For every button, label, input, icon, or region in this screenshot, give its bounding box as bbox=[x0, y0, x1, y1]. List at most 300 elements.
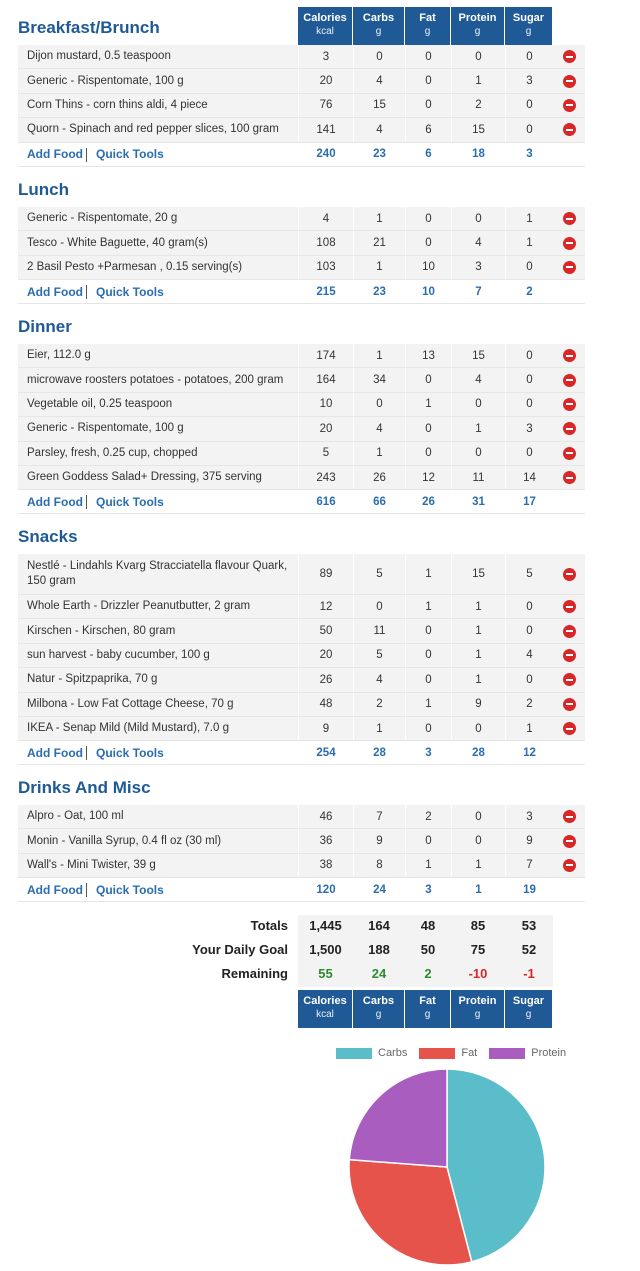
meal-total-calories: 616 bbox=[298, 490, 353, 513]
delete-button[interactable] bbox=[553, 69, 585, 92]
remove-icon bbox=[563, 835, 576, 848]
food-fat: 0 bbox=[405, 644, 451, 667]
quick-tools-link[interactable]: Quick Tools bbox=[96, 494, 164, 509]
quick-tools-link[interactable]: Quick Tools bbox=[96, 882, 164, 897]
food-protein: 0 bbox=[451, 207, 505, 230]
food-carbs: 4 bbox=[353, 417, 405, 440]
food-protein: 1 bbox=[451, 854, 505, 877]
add-food-link[interactable]: Add Food bbox=[27, 147, 83, 162]
meal-total-protein: 28 bbox=[451, 741, 505, 764]
food-calories: 10 bbox=[298, 393, 353, 416]
pie-slice-fat bbox=[349, 1160, 472, 1265]
summary-label-goal: Your Daily Goal bbox=[192, 942, 288, 957]
food-fat: 1 bbox=[405, 554, 451, 594]
delete-button[interactable] bbox=[553, 466, 585, 489]
food-row[interactable] bbox=[18, 231, 585, 255]
food-calories: 89 bbox=[298, 554, 353, 594]
legend-label-fat: Fat bbox=[461, 1047, 478, 1059]
food-protein: 15 bbox=[451, 344, 505, 367]
add-food-link[interactable]: Add Food bbox=[27, 494, 83, 509]
meal-title: Drinks And Misc bbox=[18, 778, 151, 797]
col-unit: g bbox=[525, 26, 532, 37]
food-calories: 9 bbox=[298, 717, 353, 740]
food-row[interactable] bbox=[18, 256, 585, 280]
food-fat: 1 bbox=[405, 854, 451, 877]
food-name[interactable]: Quorn - Spinach and red pepper slices, 100 gram bbox=[27, 123, 279, 136]
meal-total-sugar: 17 bbox=[505, 490, 553, 513]
delete-button[interactable] bbox=[553, 442, 585, 465]
food-fat: 1 bbox=[405, 595, 451, 618]
food-row[interactable] bbox=[18, 207, 585, 231]
col-unit: g bbox=[375, 26, 382, 37]
food-carbs: 1 bbox=[353, 207, 405, 230]
remove-icon bbox=[563, 398, 576, 411]
col-name: Calories bbox=[303, 995, 347, 1007]
delete-button[interactable] bbox=[553, 231, 585, 254]
col-name: Calories bbox=[303, 12, 347, 24]
quick-tools-link[interactable]: Quick Tools bbox=[96, 147, 164, 162]
food-calories: 36 bbox=[298, 829, 353, 852]
food-name[interactable]: Generic - Rispentomate, 20 g bbox=[27, 212, 178, 225]
remove-icon bbox=[563, 261, 576, 274]
meal-totals-row bbox=[18, 143, 585, 167]
food-calories: 103 bbox=[298, 256, 353, 279]
food-row[interactable] bbox=[18, 45, 585, 69]
col-name: Sugar bbox=[512, 995, 545, 1007]
food-row[interactable] bbox=[18, 619, 585, 643]
meal-total-carbs: 28 bbox=[353, 741, 405, 764]
food-protein: 0 bbox=[451, 45, 505, 68]
quick-tools-link[interactable]: Quick Tools bbox=[96, 284, 164, 299]
remove-icon bbox=[563, 123, 576, 136]
food-calories: 76 bbox=[298, 94, 353, 117]
summary-goal-carbs: 188 bbox=[368, 942, 390, 957]
food-sugar: 7 bbox=[505, 854, 553, 877]
food-calories: 3 bbox=[298, 45, 353, 68]
food-row[interactable] bbox=[18, 466, 585, 490]
food-fat: 0 bbox=[405, 417, 451, 440]
col-name: Carbs bbox=[362, 12, 395, 24]
food-carbs: 34 bbox=[353, 368, 405, 391]
remove-icon bbox=[563, 649, 576, 662]
link-separator bbox=[86, 285, 87, 299]
delete-button[interactable] bbox=[553, 368, 585, 391]
food-protein: 3 bbox=[451, 256, 505, 279]
pie-legend bbox=[336, 1047, 578, 1059]
col-unit: kcal bbox=[316, 1009, 334, 1020]
meal-total-carbs: 23 bbox=[353, 143, 405, 166]
meal-totals-row bbox=[18, 741, 585, 765]
food-calories: 243 bbox=[298, 466, 353, 489]
food-sugar: 1 bbox=[505, 207, 553, 230]
food-name[interactable]: microwave roosters potatoes - potatoes, 200 gram bbox=[27, 373, 284, 386]
meal-total-sugar: 19 bbox=[505, 878, 553, 901]
col-unit: g bbox=[424, 1009, 431, 1020]
food-sugar: 0 bbox=[505, 94, 553, 117]
food-row[interactable] bbox=[18, 554, 585, 595]
food-sugar: 0 bbox=[505, 368, 553, 391]
food-sugar: 0 bbox=[505, 256, 553, 279]
remove-icon bbox=[563, 625, 576, 638]
remove-icon bbox=[563, 568, 576, 581]
link-separator bbox=[86, 495, 87, 509]
food-sugar: 0 bbox=[505, 393, 553, 416]
pie-slice-carbs bbox=[447, 1069, 545, 1262]
food-name[interactable]: Alpro - Oat, 100 ml bbox=[27, 810, 124, 823]
food-fat: 6 bbox=[405, 118, 451, 141]
col-name: Protein bbox=[458, 995, 497, 1007]
delete-button[interactable] bbox=[553, 668, 585, 691]
food-protein: 0 bbox=[451, 805, 505, 828]
food-carbs: 0 bbox=[353, 595, 405, 618]
remove-icon bbox=[563, 422, 576, 435]
delete-button[interactable] bbox=[553, 805, 585, 828]
food-name[interactable]: Natur - Spitzpaprika, 70 g bbox=[27, 673, 158, 686]
food-sugar: 0 bbox=[505, 118, 553, 141]
meal-total-sugar: 12 bbox=[505, 741, 553, 764]
meal-total-fat: 10 bbox=[405, 280, 451, 303]
delete-button[interactable] bbox=[553, 344, 585, 367]
col-unit: g bbox=[474, 26, 481, 37]
remove-icon bbox=[563, 50, 576, 63]
food-calories: 12 bbox=[298, 595, 353, 618]
meal-total-carbs: 24 bbox=[353, 878, 405, 901]
summary-totals-carbs: 164 bbox=[368, 918, 390, 933]
food-fat: 0 bbox=[405, 619, 451, 642]
food-name[interactable]: Tesco - White Baguette, 40 gram(s) bbox=[27, 236, 208, 249]
food-protein: 1 bbox=[451, 69, 505, 92]
food-sugar: 3 bbox=[505, 805, 553, 828]
link-separator bbox=[86, 148, 87, 162]
food-fat: 0 bbox=[405, 442, 451, 465]
remove-icon bbox=[563, 349, 576, 362]
link-separator bbox=[86, 883, 87, 897]
food-row[interactable] bbox=[18, 442, 585, 466]
delete-button[interactable] bbox=[553, 644, 585, 667]
food-fat: 0 bbox=[405, 69, 451, 92]
food-protein: 11 bbox=[451, 466, 505, 489]
food-fat: 0 bbox=[405, 231, 451, 254]
food-row[interactable] bbox=[18, 368, 585, 392]
food-name[interactable]: Corn Thins - corn thins aldi, 4 piece bbox=[27, 98, 208, 111]
legend-label-carbs: Carbs bbox=[378, 1047, 408, 1059]
remove-icon bbox=[563, 212, 576, 225]
meal-total-fat: 3 bbox=[405, 741, 451, 764]
food-name[interactable]: Kirschen - Kirschen, 80 gram bbox=[27, 624, 176, 637]
summary-goal-calories: 1,500 bbox=[309, 942, 342, 957]
food-fat: 1 bbox=[405, 393, 451, 416]
summary-totals-fat: 48 bbox=[420, 918, 436, 933]
food-fat: 0 bbox=[405, 207, 451, 230]
remove-icon bbox=[563, 374, 576, 387]
delete-button[interactable] bbox=[553, 619, 585, 642]
summary-totals-protein: 85 bbox=[470, 918, 486, 933]
col-unit: g bbox=[474, 1009, 481, 1020]
summary-remaining-protein: -10 bbox=[468, 966, 488, 981]
delete-button[interactable] bbox=[553, 118, 585, 141]
pie-slice-protein bbox=[349, 1069, 447, 1167]
delete-button[interactable] bbox=[553, 417, 585, 440]
delete-button[interactable] bbox=[553, 45, 585, 68]
summary-label-totals: Totals bbox=[250, 918, 288, 933]
food-calories: 46 bbox=[298, 805, 353, 828]
link-separator bbox=[86, 746, 87, 760]
food-row[interactable] bbox=[18, 805, 585, 829]
food-name[interactable]: Green Goddess Salad+ Dressing, 375 serving bbox=[27, 471, 262, 484]
food-sugar: 14 bbox=[505, 466, 553, 489]
food-name[interactable]: Eier, 112.0 g bbox=[27, 349, 91, 362]
remove-icon bbox=[563, 447, 576, 460]
food-sugar: 1 bbox=[505, 231, 553, 254]
food-name[interactable]: Vegetable oil, 0.25 teaspoon bbox=[27, 397, 173, 410]
food-carbs: 21 bbox=[353, 231, 405, 254]
meal-total-protein: 31 bbox=[451, 490, 505, 513]
food-fat: 1 bbox=[405, 693, 451, 716]
meal-totals-row bbox=[18, 490, 585, 514]
delete-button[interactable] bbox=[553, 393, 585, 416]
col-name: Protein bbox=[458, 12, 497, 24]
meal-title: Dinner bbox=[18, 317, 72, 336]
food-name[interactable]: Monin - Vanilla Syrup, 0.4 fl oz (30 ml) bbox=[27, 834, 222, 847]
meal-title: Snacks bbox=[18, 527, 78, 546]
food-carbs: 1 bbox=[353, 256, 405, 279]
food-fat: 0 bbox=[405, 717, 451, 740]
food-carbs: 0 bbox=[353, 45, 405, 68]
food-fat: 0 bbox=[405, 45, 451, 68]
food-calories: 174 bbox=[298, 344, 353, 367]
food-calories: 50 bbox=[298, 619, 353, 642]
food-row[interactable] bbox=[18, 668, 585, 692]
footer-col-calories bbox=[298, 990, 352, 1028]
summary-remaining-sugar: -1 bbox=[523, 966, 535, 981]
food-name[interactable]: Generic - Rispentomate, 100 g bbox=[27, 422, 184, 435]
food-calories: 20 bbox=[298, 69, 353, 92]
summary-remaining-calories: 55 bbox=[318, 966, 333, 981]
meal-totals-row bbox=[18, 280, 585, 304]
food-protein: 0 bbox=[451, 393, 505, 416]
food-carbs: 15 bbox=[353, 94, 405, 117]
add-food-link[interactable]: Add Food bbox=[27, 882, 83, 897]
delete-button[interactable] bbox=[553, 854, 585, 877]
food-carbs: 2 bbox=[353, 693, 405, 716]
food-name[interactable]: Nestlé - Lindahls Kvarg Stracciatella flavour Quark, 150 gram bbox=[27, 560, 288, 587]
header-col-calories bbox=[298, 7, 352, 45]
food-sugar: 3 bbox=[505, 69, 553, 92]
food-protein: 0 bbox=[451, 717, 505, 740]
col-unit: g bbox=[525, 1009, 532, 1020]
food-fat: 12 bbox=[405, 466, 451, 489]
food-carbs: 1 bbox=[353, 442, 405, 465]
meal-total-sugar: 2 bbox=[505, 280, 553, 303]
legend-item-protein bbox=[489, 1047, 566, 1059]
food-protein: 15 bbox=[451, 118, 505, 141]
food-calories: 20 bbox=[298, 644, 353, 667]
remove-icon bbox=[563, 698, 576, 711]
meal-total-carbs: 66 bbox=[353, 490, 405, 513]
food-row[interactable] bbox=[18, 595, 585, 619]
food-name[interactable]: 2 Basil Pesto +Parmesan , 0.15 serving(s) bbox=[27, 260, 243, 273]
food-row[interactable] bbox=[18, 854, 585, 878]
meal-total-fat: 3 bbox=[405, 878, 451, 901]
food-row[interactable] bbox=[18, 344, 585, 368]
food-carbs: 8 bbox=[353, 854, 405, 877]
summary-totals-calories: 1,445 bbox=[309, 918, 342, 933]
food-carbs: 5 bbox=[353, 554, 405, 594]
legend-swatch-protein bbox=[489, 1048, 525, 1059]
food-calories: 164 bbox=[298, 368, 353, 391]
food-calories: 4 bbox=[298, 207, 353, 230]
food-name[interactable]: Dijon mustard, 0.5 teaspoon bbox=[27, 50, 171, 63]
remove-icon bbox=[563, 859, 576, 872]
food-protein: 1 bbox=[451, 417, 505, 440]
delete-button[interactable] bbox=[553, 94, 585, 117]
food-row[interactable] bbox=[18, 693, 585, 717]
food-calories: 141 bbox=[298, 118, 353, 141]
food-row[interactable] bbox=[18, 69, 585, 93]
meal-total-calories: 120 bbox=[298, 878, 353, 901]
food-fat: 0 bbox=[405, 94, 451, 117]
food-calories: 38 bbox=[298, 854, 353, 877]
meal-total-calories: 215 bbox=[298, 280, 353, 303]
summary-remaining-carbs: 24 bbox=[371, 966, 387, 981]
header-col-sugar bbox=[505, 7, 552, 45]
food-calories: 48 bbox=[298, 693, 353, 716]
food-carbs: 5 bbox=[353, 644, 405, 667]
remove-icon bbox=[563, 600, 576, 613]
legend-swatch-fat bbox=[419, 1048, 455, 1059]
col-name: Carbs bbox=[362, 995, 395, 1007]
meal-total-protein: 18 bbox=[451, 143, 505, 166]
summary-goal-sugar: 52 bbox=[521, 942, 537, 957]
summary-goal-fat: 50 bbox=[420, 942, 436, 957]
food-row[interactable] bbox=[18, 417, 585, 441]
delete-button[interactable] bbox=[553, 595, 585, 618]
food-carbs: 26 bbox=[353, 466, 405, 489]
remove-icon bbox=[563, 722, 576, 735]
food-carbs: 0 bbox=[353, 393, 405, 416]
food-name[interactable]: Wall's - Mini Twister, 39 g bbox=[27, 858, 156, 871]
food-sugar: 0 bbox=[505, 442, 553, 465]
food-sugar: 0 bbox=[505, 619, 553, 642]
food-sugar: 2 bbox=[505, 693, 553, 716]
food-protein: 1 bbox=[451, 619, 505, 642]
delete-button[interactable] bbox=[553, 207, 585, 230]
quick-tools-link[interactable]: Quick Tools bbox=[96, 745, 164, 760]
col-unit: g bbox=[375, 1009, 382, 1020]
food-fat: 2 bbox=[405, 805, 451, 828]
meal-title: Breakfast/Brunch bbox=[18, 18, 160, 37]
header-col-fat bbox=[405, 7, 450, 45]
header-col-carbs bbox=[353, 7, 404, 45]
food-name[interactable]: Parsley, fresh, 0.25 cup, chopped bbox=[27, 446, 198, 459]
food-fat: 0 bbox=[405, 829, 451, 852]
meal-total-carbs: 23 bbox=[353, 280, 405, 303]
food-protein: 2 bbox=[451, 94, 505, 117]
add-food-link[interactable]: Add Food bbox=[27, 284, 83, 299]
food-protein: 0 bbox=[451, 442, 505, 465]
food-carbs: 4 bbox=[353, 69, 405, 92]
col-name: Fat bbox=[419, 12, 436, 24]
food-sugar: 9 bbox=[505, 829, 553, 852]
food-fat: 0 bbox=[405, 368, 451, 391]
food-row[interactable] bbox=[18, 94, 585, 118]
delete-button[interactable] bbox=[553, 717, 585, 740]
summary-totals-sugar: 53 bbox=[521, 918, 537, 933]
remove-icon bbox=[563, 471, 576, 484]
delete-button[interactable] bbox=[553, 554, 585, 594]
food-carbs: 9 bbox=[353, 829, 405, 852]
remove-icon bbox=[563, 810, 576, 823]
food-name[interactable]: Milbona - Low Fat Cottage Cheese, 70 g bbox=[27, 697, 234, 710]
header-col-protein bbox=[451, 7, 504, 45]
food-row[interactable] bbox=[18, 829, 585, 853]
food-sugar: 5 bbox=[505, 554, 553, 594]
food-sugar: 3 bbox=[505, 417, 553, 440]
food-protein: 15 bbox=[451, 554, 505, 594]
summary-label-remaining: Remaining bbox=[221, 966, 288, 981]
food-sugar: 0 bbox=[505, 668, 553, 691]
summary-goal-protein: 75 bbox=[470, 942, 486, 957]
food-protein: 4 bbox=[451, 231, 505, 254]
food-protein: 4 bbox=[451, 368, 505, 391]
food-fat: 10 bbox=[405, 256, 451, 279]
col-name: Sugar bbox=[512, 12, 545, 24]
food-row[interactable] bbox=[18, 717, 585, 741]
food-row[interactable] bbox=[18, 393, 585, 417]
food-carbs: 1 bbox=[353, 344, 405, 367]
footer-col-protein bbox=[451, 990, 504, 1028]
food-carbs: 7 bbox=[353, 805, 405, 828]
food-row[interactable] bbox=[18, 644, 585, 668]
food-carbs: 1 bbox=[353, 717, 405, 740]
meal-title: Lunch bbox=[18, 180, 69, 199]
food-calories: 108 bbox=[298, 231, 353, 254]
food-name[interactable]: Whole Earth - Drizzler Peanutbutter, 2 gram bbox=[27, 600, 251, 613]
footer-col-carbs bbox=[353, 990, 404, 1028]
food-calories: 20 bbox=[298, 417, 353, 440]
legend-label-protein: Protein bbox=[531, 1047, 567, 1059]
footer-col-fat bbox=[405, 990, 450, 1028]
legend-swatch-carbs bbox=[336, 1048, 372, 1059]
food-carbs: 4 bbox=[353, 668, 405, 691]
legend-item-fat bbox=[419, 1047, 477, 1059]
food-sugar: 0 bbox=[505, 595, 553, 618]
food-name[interactable]: IKEA - Senap Mild (Mild Mustard), 7.0 g bbox=[27, 722, 229, 735]
food-sugar: 0 bbox=[505, 344, 553, 367]
remove-icon bbox=[563, 75, 576, 88]
food-name[interactable]: sun harvest - baby cucumber, 100 g bbox=[27, 648, 210, 661]
add-food-link[interactable]: Add Food bbox=[27, 745, 83, 760]
delete-button[interactable] bbox=[553, 829, 585, 852]
food-protein: 1 bbox=[451, 644, 505, 667]
food-protein: 0 bbox=[451, 829, 505, 852]
food-protein: 1 bbox=[451, 595, 505, 618]
legend-item-carbs bbox=[336, 1047, 407, 1059]
remove-icon bbox=[563, 99, 576, 112]
col-name: Fat bbox=[419, 995, 436, 1007]
meal-total-protein: 1 bbox=[451, 878, 505, 901]
food-fat: 0 bbox=[405, 668, 451, 691]
food-calories: 26 bbox=[298, 668, 353, 691]
col-unit: kcal bbox=[316, 26, 334, 37]
food-sugar: 0 bbox=[505, 45, 553, 68]
food-name[interactable]: Generic - Rispentomate, 100 g bbox=[27, 74, 184, 87]
delete-button[interactable] bbox=[553, 256, 585, 279]
delete-button[interactable] bbox=[553, 693, 585, 716]
meal-total-fat: 6 bbox=[405, 143, 451, 166]
food-row[interactable] bbox=[18, 118, 585, 142]
meal-total-calories: 254 bbox=[298, 741, 353, 764]
